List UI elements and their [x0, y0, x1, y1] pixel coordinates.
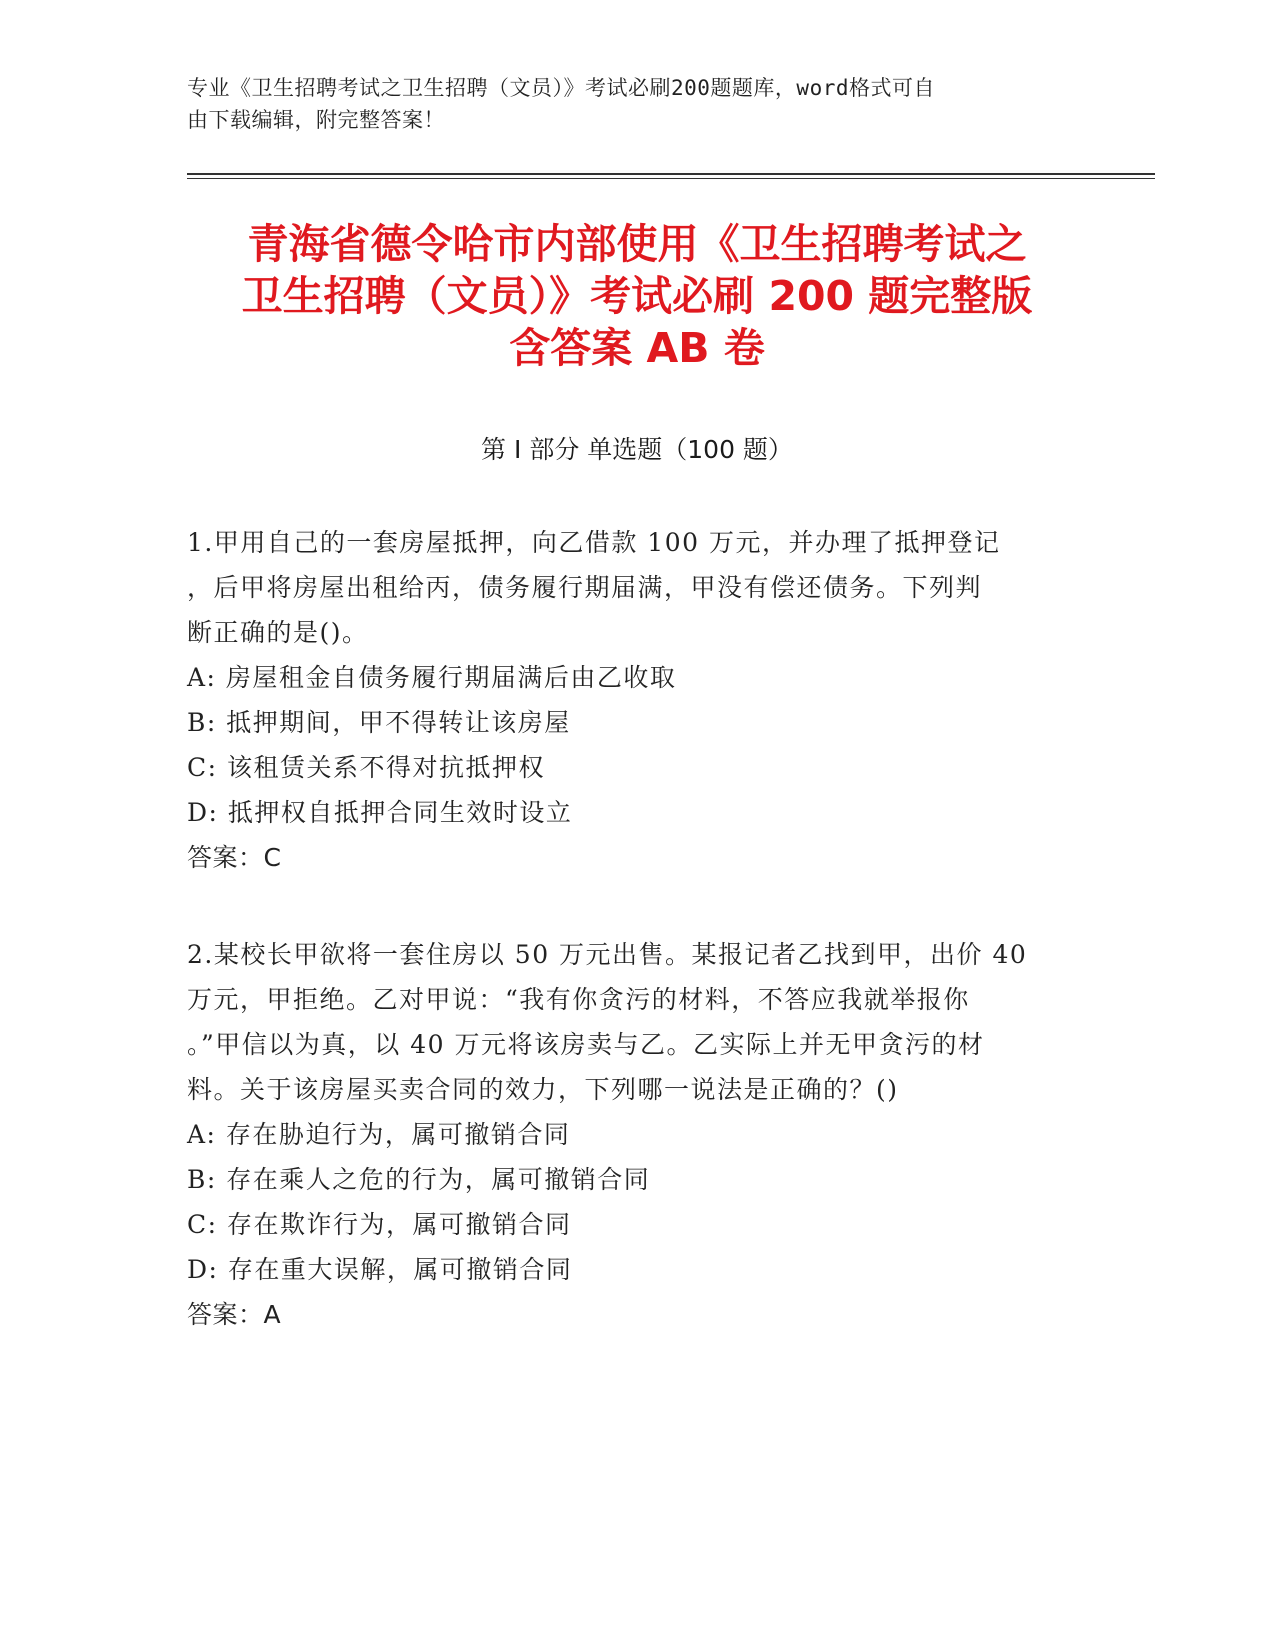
document-title-line-3: 含答案 AB 卷	[509, 324, 765, 372]
question-stem-line: ，后甲将房屋出租给丙，债务履行期届满，甲没有偿还债务。下列判	[187, 573, 983, 602]
option-c: C: 该租赁关系不得对抗抵押权	[187, 753, 545, 782]
question-2	[187, 932, 1087, 1337]
document-title-line-2: 卫生招聘（文员）》考试必刷 200 题完整版	[241, 272, 1033, 320]
option-b: B: 抵押期间，甲不得转让该房屋	[187, 708, 571, 737]
header-note-line-1: 专业《卫生招聘考试之卫生招聘（文员）》考试必刷200题题库，word格式可自	[187, 76, 935, 100]
question-stem-line: 万元，甲拒绝。乙对甲说：“我有你贪污的材料，不答应我就举报你	[187, 985, 970, 1014]
question-stem-line: 料。关于该房屋买卖合同的效力，下列哪一说法是正确的？()	[187, 1075, 899, 1104]
header-divider-thick	[187, 173, 1155, 175]
answer: 答案：A	[187, 1300, 282, 1329]
answer: 答案：C	[187, 843, 282, 872]
question-stem-line: 2.某校长甲欲将一套住房以 50 万元出售。某报记者乙找到甲，出价 40	[187, 940, 1028, 969]
header-note-line-2: 由下载编辑，附完整答案！	[187, 108, 445, 132]
question-1	[187, 520, 1087, 880]
question-stem-line: 。”甲信以为真，以 40 万元将该房卖与乙。乙实际上并无甲贪污的材	[187, 1030, 985, 1059]
header-divider-thin	[187, 178, 1155, 179]
option-a: A: 房屋租金自债务履行期届满后由乙收取	[187, 663, 677, 692]
document-title-line-1: 青海省德令哈市内部使用《卫生招聘考试之	[247, 220, 1027, 268]
option-d: D: 抵押权自抵押合同生效时设立	[187, 798, 573, 827]
question-stem-line: 断正确的是()。	[187, 618, 369, 647]
option-c: C: 存在欺诈行为，属可撤销合同	[187, 1210, 572, 1239]
option-d: D: 存在重大误解，属可撤销合同	[187, 1255, 573, 1284]
option-a: A: 存在胁迫行为，属可撤销合同	[187, 1120, 571, 1149]
section-title: 第 I 部分 单选题（100 题）	[481, 435, 793, 464]
document-title	[187, 218, 1087, 374]
option-b: B: 存在乘人之危的行为，属可撤销合同	[187, 1165, 651, 1194]
question-stem-line: 1.甲用自己的一套房屋抵押，向乙借款 100 万元，并办理了抵押登记	[187, 528, 1001, 557]
header-note	[187, 72, 1067, 136]
